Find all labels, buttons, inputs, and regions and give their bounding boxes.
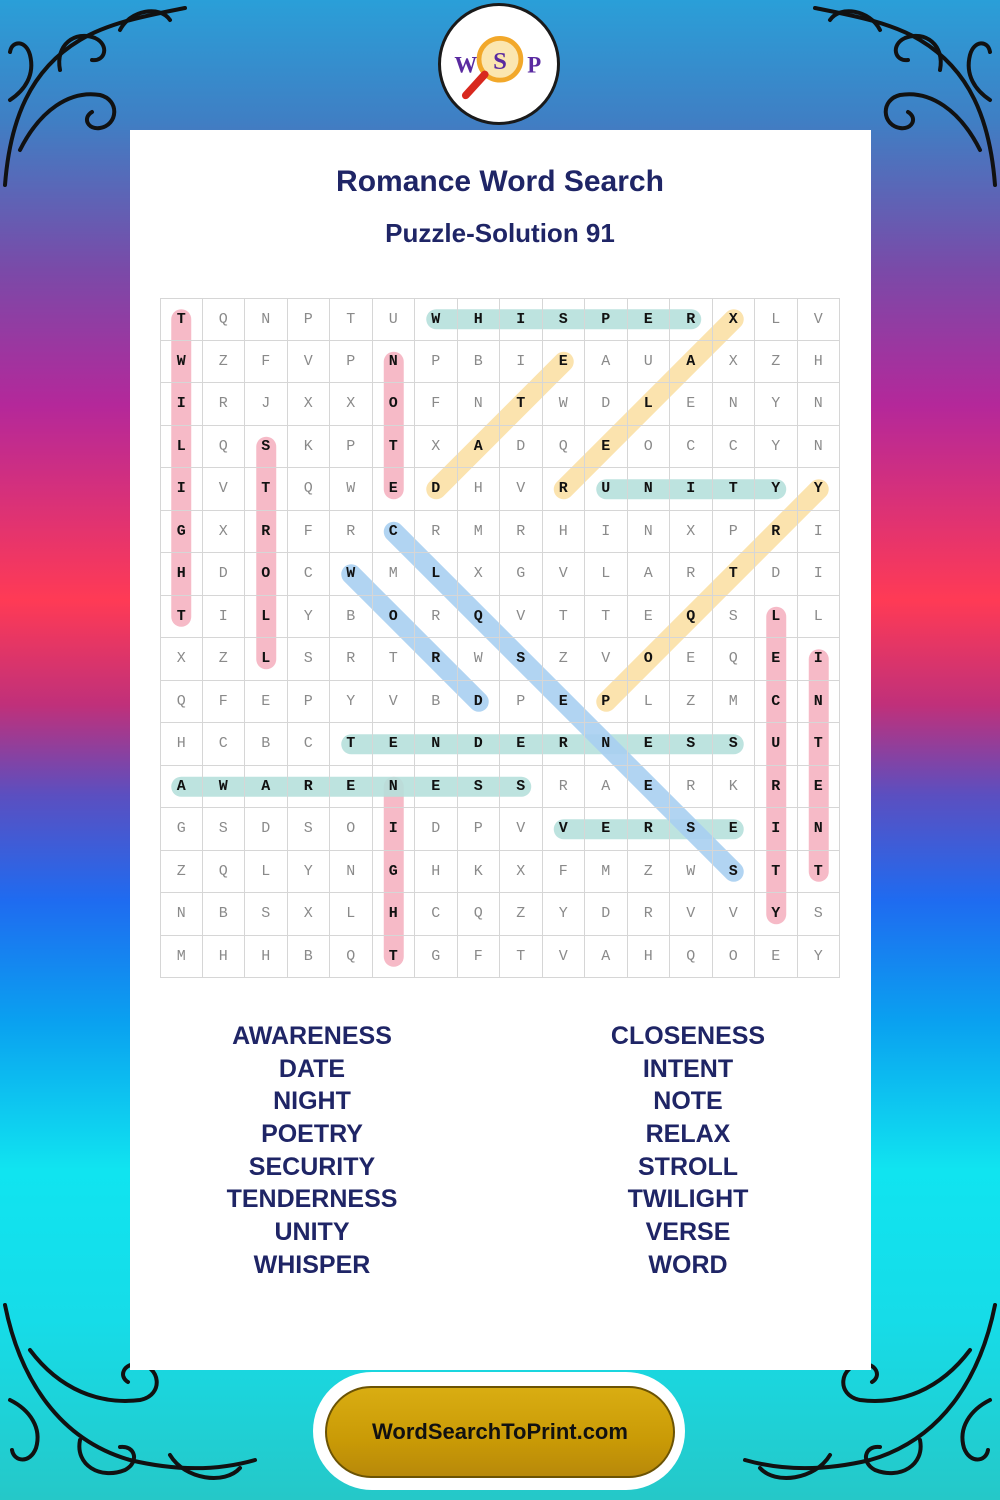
grid-cell[interactable]: L	[628, 383, 671, 426]
grid-cell[interactable]: A	[585, 936, 628, 979]
grid-cell[interactable]: V	[798, 298, 841, 341]
grid-cell[interactable]: V	[585, 638, 628, 681]
grid-cell[interactable]: B	[458, 341, 501, 384]
word-list-item: AWARENESS	[232, 1022, 392, 1050]
grid-cell[interactable]: I	[500, 341, 543, 384]
grid-cell[interactable]: A	[628, 553, 671, 596]
magnifier-icon	[441, 6, 557, 122]
grid-cell[interactable]: J	[245, 383, 288, 426]
grid-cell[interactable]: H	[628, 936, 671, 979]
grid-cell[interactable]: V	[373, 681, 416, 724]
grid-cell[interactable]: Y	[288, 851, 331, 894]
grid-cell[interactable]: L	[245, 596, 288, 639]
grid-cell[interactable]: Y	[755, 893, 798, 936]
grid-cell[interactable]: N	[330, 851, 373, 894]
grid-cell[interactable]: W	[330, 468, 373, 511]
word-search-grid	[160, 298, 840, 978]
grid-cell[interactable]: V	[203, 468, 246, 511]
grid-cell[interactable]: P	[585, 298, 628, 341]
grid-cell[interactable]: F	[245, 341, 288, 384]
grid-cell[interactable]: G	[160, 808, 203, 851]
grid-cell[interactable]: W	[670, 851, 713, 894]
grid-cell[interactable]: E	[628, 596, 671, 639]
grid-cell[interactable]: M	[585, 851, 628, 894]
grid-cell[interactable]: D	[458, 723, 501, 766]
grid-cell[interactable]: X	[713, 298, 756, 341]
grid-cell[interactable]: I	[585, 511, 628, 554]
grid-cell[interactable]: L	[755, 596, 798, 639]
grid-cell[interactable]: V	[500, 468, 543, 511]
grid-cell[interactable]: S	[713, 851, 756, 894]
grid-cell[interactable]: E	[798, 766, 841, 809]
grid-cell[interactable]: S	[713, 723, 756, 766]
grid-cell[interactable]: D	[585, 383, 628, 426]
grid-cell[interactable]: O	[245, 553, 288, 596]
grid-cell[interactable]: N	[798, 808, 841, 851]
grid-cell[interactable]: Q	[330, 936, 373, 979]
grid-cell[interactable]: S	[543, 298, 586, 341]
word-list-item: TENDERNESS	[226, 1185, 398, 1214]
grid-cell[interactable]: X	[160, 638, 203, 681]
grid-cell[interactable]: P	[288, 298, 331, 341]
grid-cell[interactable]: D	[585, 893, 628, 936]
grid-cell[interactable]: Z	[500, 893, 543, 936]
grid-cell[interactable]: Q	[203, 298, 246, 341]
grid-cell[interactable]: H	[245, 936, 288, 979]
grid-cell[interactable]: R	[543, 723, 586, 766]
grid-cell[interactable]: O	[373, 383, 416, 426]
page-title: Romance Word Search	[336, 165, 664, 198]
grid-cell[interactable]: O	[713, 936, 756, 979]
grid-cell[interactable]: Q	[670, 936, 713, 979]
grid-cell[interactable]: L	[585, 553, 628, 596]
grid-cell[interactable]: V	[543, 936, 586, 979]
grid-cell[interactable]: X	[330, 383, 373, 426]
grid-cell[interactable]: C	[373, 511, 416, 554]
grid-cell[interactable]: T	[755, 851, 798, 894]
site-link-button[interactable]: WordSearchToPrint.com	[325, 1386, 675, 1478]
grid-cell[interactable]: E	[713, 808, 756, 851]
grid-cell[interactable]: W	[203, 766, 246, 809]
grid-cell[interactable]: T	[245, 468, 288, 511]
grid-cell[interactable]: R	[670, 298, 713, 341]
grid-cell[interactable]: X	[713, 341, 756, 384]
grid-cell[interactable]: W	[330, 553, 373, 596]
grid-cell[interactable]: O	[330, 808, 373, 851]
grid-cell[interactable]: Q	[203, 426, 246, 469]
grid-cell[interactable]: B	[415, 681, 458, 724]
word-list-item: NIGHT	[273, 1087, 351, 1116]
grid-cell[interactable]: R	[755, 511, 798, 554]
grid-cell[interactable]: U	[755, 723, 798, 766]
grid-cell[interactable]: T	[330, 723, 373, 766]
grid-cell[interactable]: Y	[543, 893, 586, 936]
grid-cell[interactable]: S	[288, 638, 331, 681]
word-list-right	[538, 1020, 838, 1282]
grid-cell[interactable]: Y	[330, 681, 373, 724]
grid-cell[interactable]: N	[798, 426, 841, 469]
grid-cell[interactable]: A	[245, 766, 288, 809]
grid-cell[interactable]: S	[713, 596, 756, 639]
grid-cell[interactable]: D	[203, 553, 246, 596]
grid-cell[interactable]: I	[755, 808, 798, 851]
grid-cell[interactable]: Y	[755, 383, 798, 426]
grid-cell[interactable]: A	[585, 341, 628, 384]
grid-cell[interactable]: Q	[543, 426, 586, 469]
grid-cell[interactable]: T	[798, 723, 841, 766]
grid-cell[interactable]: T	[373, 936, 416, 979]
grid-cell[interactable]: Z	[160, 851, 203, 894]
grid-cell[interactable]: H	[160, 553, 203, 596]
grid-cell[interactable]: I	[798, 638, 841, 681]
grid-cell[interactable]: V	[500, 596, 543, 639]
grid-cell[interactable]: O	[628, 638, 671, 681]
grid-cell[interactable]: R	[755, 766, 798, 809]
logo-letter-p: P	[527, 52, 542, 78]
grid-cell[interactable]: I	[203, 596, 246, 639]
grid-cell[interactable]: P	[585, 681, 628, 724]
grid-cell[interactable]: N	[798, 681, 841, 724]
word-list-item: TWILIGHT	[627, 1185, 749, 1214]
grid-cell[interactable]: E	[670, 638, 713, 681]
grid-cell[interactable]: E	[543, 341, 586, 384]
grid-cell[interactable]: X	[288, 383, 331, 426]
grid-cell[interactable]: E	[670, 383, 713, 426]
grid-cell[interactable]: C	[670, 426, 713, 469]
grid-cell[interactable]: N	[245, 298, 288, 341]
grid-cell[interactable]: W	[415, 298, 458, 341]
grid-cell[interactable]: L	[755, 298, 798, 341]
grid-cell[interactable]: E	[628, 298, 671, 341]
grid-cell[interactable]: V	[543, 808, 586, 851]
logo-letter-w: W	[454, 52, 478, 78]
grid-cell[interactable]: M	[160, 936, 203, 979]
grid-cell[interactable]: N	[373, 341, 416, 384]
grid-cell[interactable]: R	[330, 638, 373, 681]
grid-cell[interactable]: T	[330, 298, 373, 341]
grid-cell[interactable]: A	[670, 341, 713, 384]
grid-cell[interactable]: O	[373, 596, 416, 639]
grid-cell[interactable]: F	[458, 936, 501, 979]
grid-cell[interactable]: B	[288, 936, 331, 979]
grid-cell[interactable]: Z	[203, 341, 246, 384]
grid-cell[interactable]: V	[670, 893, 713, 936]
wsp-logo	[438, 3, 560, 125]
grid-cell[interactable]: T	[543, 596, 586, 639]
grid-cell[interactable]: E	[628, 723, 671, 766]
word-list-item: RELAX	[645, 1120, 731, 1149]
grid-cell[interactable]: A	[458, 426, 501, 469]
grid-cell[interactable]: Q	[713, 638, 756, 681]
grid-cell[interactable]: E	[373, 468, 416, 511]
grid-cell[interactable]: S	[670, 723, 713, 766]
grid-cell[interactable]: D	[415, 808, 458, 851]
grid-cell[interactable]: R	[670, 766, 713, 809]
grid-cell[interactable]: C	[203, 723, 246, 766]
grid-cell[interactable]: H	[373, 893, 416, 936]
word-list-item: WORD	[648, 1250, 728, 1279]
grid-cell[interactable]: R	[500, 511, 543, 554]
grid-cell[interactable]: I	[373, 808, 416, 851]
grid-cell[interactable]: W	[543, 383, 586, 426]
grid-cell[interactable]: Z	[670, 681, 713, 724]
grid-cell[interactable]: N	[458, 383, 501, 426]
grid-cell[interactable]: F	[203, 681, 246, 724]
grid-cell[interactable]: I	[160, 383, 203, 426]
grid-cell[interactable]: Q	[458, 596, 501, 639]
grid-cell[interactable]: E	[373, 723, 416, 766]
grid-cell[interactable]: H	[458, 468, 501, 511]
grid-cell[interactable]: R	[415, 596, 458, 639]
grid-cell[interactable]: R	[415, 511, 458, 554]
grid-cell[interactable]: C	[288, 553, 331, 596]
grid-cell[interactable]: L	[160, 426, 203, 469]
grid-cell[interactable]: H	[160, 723, 203, 766]
grid-cell[interactable]: R	[543, 468, 586, 511]
grid-cell[interactable]: I	[500, 298, 543, 341]
page-subtitle: Puzzle-Solution 91	[385, 218, 615, 248]
grid-cell[interactable]: L	[628, 681, 671, 724]
grid-cell[interactable]: S	[458, 766, 501, 809]
grid-cell[interactable]: Z	[628, 851, 671, 894]
grid-cell[interactable]: C	[288, 723, 331, 766]
grid-cell[interactable]: R	[203, 383, 246, 426]
word-list-item: POETRY	[261, 1120, 363, 1149]
grid-cell[interactable]: M	[373, 553, 416, 596]
grid-cell[interactable]: I	[798, 553, 841, 596]
grid-cell[interactable]: H	[543, 511, 586, 554]
grid-cell[interactable]: N	[415, 723, 458, 766]
grid-cell[interactable]: X	[415, 426, 458, 469]
grid-cell[interactable]: D	[415, 468, 458, 511]
grid-cell[interactable]: F	[288, 511, 331, 554]
grid-cell[interactable]: L	[330, 893, 373, 936]
word-list-item: SECURITY	[248, 1152, 376, 1181]
grid-cell[interactable]: G	[373, 851, 416, 894]
grid-cell[interactable]: E	[585, 426, 628, 469]
grid-cell[interactable]: X	[670, 511, 713, 554]
grid-cell[interactable]: T	[713, 468, 756, 511]
grid-cell[interactable]: H	[458, 298, 501, 341]
grid-cell[interactable]: R	[628, 808, 671, 851]
grid-cell[interactable]: S	[500, 766, 543, 809]
grid-cell[interactable]: E	[415, 766, 458, 809]
grid-cell[interactable]: Y	[798, 468, 841, 511]
word-list-item: WHISPER	[253, 1250, 371, 1279]
grid-cell[interactable]: I	[670, 468, 713, 511]
grid-cell[interactable]: Z	[755, 341, 798, 384]
grid-cell[interactable]: P	[288, 681, 331, 724]
grid-cell[interactable]: X	[500, 851, 543, 894]
grid-cell[interactable]: M	[458, 511, 501, 554]
grid-cell[interactable]: T	[585, 596, 628, 639]
grid-cell[interactable]: N	[160, 893, 203, 936]
grid-cell[interactable]: L	[415, 553, 458, 596]
grid-cell[interactable]: T	[798, 851, 841, 894]
grid-cell[interactable]: T	[160, 596, 203, 639]
word-list-item: CLOSENESS	[610, 1022, 766, 1050]
grid-cell[interactable]: Q	[288, 468, 331, 511]
grid-cell[interactable]: G	[500, 553, 543, 596]
grid-cell[interactable]: U	[628, 341, 671, 384]
grid-cell[interactable]: T	[373, 426, 416, 469]
grid-cell[interactable]: N	[798, 383, 841, 426]
grid-cell[interactable]: T	[373, 638, 416, 681]
grid-cell[interactable]: G	[160, 511, 203, 554]
grid-cell[interactable]: C	[415, 893, 458, 936]
grid-cell[interactable]: R	[415, 638, 458, 681]
grid-cell[interactable]: V	[500, 808, 543, 851]
grid-cell[interactable]: W	[458, 638, 501, 681]
grid-cell[interactable]: K	[288, 426, 331, 469]
grid-cell[interactable]: B	[203, 893, 246, 936]
grid-cell[interactable]: D	[500, 426, 543, 469]
word-list-item: INTENT	[642, 1054, 734, 1083]
grid-cell[interactable]: H	[203, 936, 246, 979]
grid-cell[interactable]: L	[798, 596, 841, 639]
grid-cell[interactable]: F	[415, 383, 458, 426]
grid-cell[interactable]: L	[245, 638, 288, 681]
grid-cell[interactable]: R	[628, 893, 671, 936]
grid-cell[interactable]: W	[160, 341, 203, 384]
grid-cell[interactable]: E	[755, 936, 798, 979]
grid-cell[interactable]: Q	[670, 596, 713, 639]
grid-cell[interactable]: P	[500, 681, 543, 724]
grid-cell[interactable]: N	[628, 511, 671, 554]
grid-cell[interactable]: T	[713, 553, 756, 596]
word-list-left	[162, 1020, 462, 1282]
grid-cell[interactable]: Q	[458, 893, 501, 936]
word-list-item: DATE	[278, 1054, 346, 1083]
grid-cell[interactable]: D	[458, 681, 501, 724]
grid-cell[interactable]: I	[798, 511, 841, 554]
grid-cell[interactable]: V	[543, 553, 586, 596]
grid-cell[interactable]: E	[543, 681, 586, 724]
grid-cell[interactable]: B	[330, 596, 373, 639]
grid-cell[interactable]: Y	[288, 596, 331, 639]
grid-cell[interactable]: H	[798, 341, 841, 384]
grid-cell[interactable]: N	[585, 723, 628, 766]
grid-cell[interactable]: S	[203, 808, 246, 851]
grid-cell[interactable]: U	[585, 468, 628, 511]
grid-cell[interactable]: S	[245, 426, 288, 469]
grid-cell[interactable]: A	[160, 766, 203, 809]
grid-cell[interactable]: T	[500, 936, 543, 979]
grid-cell[interactable]: S	[245, 893, 288, 936]
word-list-item: STROLL	[638, 1152, 738, 1181]
grid-cell[interactable]: A	[585, 766, 628, 809]
grid-cell[interactable]: S	[670, 808, 713, 851]
word-list-item: VERSE	[645, 1218, 731, 1247]
grid-cell[interactable]: U	[373, 298, 416, 341]
grid-cell[interactable]: R	[330, 511, 373, 554]
grid-cell[interactable]: N	[628, 468, 671, 511]
grid-cell[interactable]: V	[713, 893, 756, 936]
grid-cell[interactable]: K	[458, 851, 501, 894]
grid-cell[interactable]: D	[755, 553, 798, 596]
grid-cell[interactable]: Y	[755, 426, 798, 469]
grid-cell[interactable]: Y	[755, 468, 798, 511]
grid-cell[interactable]: L	[245, 851, 288, 894]
grid-cell[interactable]: T	[160, 298, 203, 341]
grid-cell[interactable]: M	[713, 681, 756, 724]
grid-cell[interactable]: R	[670, 553, 713, 596]
grid-cell[interactable]: Y	[798, 936, 841, 979]
grid-cell[interactable]: C	[755, 681, 798, 724]
grid-cell[interactable]: S	[798, 893, 841, 936]
grid-cell[interactable]: E	[330, 766, 373, 809]
grid-cell[interactable]: E	[628, 766, 671, 809]
grid-cell[interactable]: S	[500, 638, 543, 681]
grid-cell[interactable]: R	[245, 511, 288, 554]
grid-cell[interactable]: N	[373, 766, 416, 809]
grid-cell[interactable]: Q	[203, 851, 246, 894]
grid-cell[interactable]: B	[245, 723, 288, 766]
logo-letter-s: S	[493, 47, 507, 75]
grid-cell[interactable]: Z	[203, 638, 246, 681]
grid-cell[interactable]: R	[288, 766, 331, 809]
grid-cell[interactable]: E	[500, 723, 543, 766]
grid-cell[interactable]: S	[288, 808, 331, 851]
grid-cell[interactable]: Q	[160, 681, 203, 724]
grid-cell[interactable]: H	[415, 851, 458, 894]
grid-cell[interactable]: P	[458, 808, 501, 851]
grid-cell[interactable]: X	[288, 893, 331, 936]
grid-cell[interactable]: K	[713, 766, 756, 809]
grid-cell[interactable]: D	[245, 808, 288, 851]
grid-cell[interactable]: C	[713, 426, 756, 469]
grid-cell[interactable]: N	[713, 383, 756, 426]
grid-cell[interactable]: P	[330, 341, 373, 384]
grid-cell[interactable]: P	[713, 511, 756, 554]
grid-cell[interactable]: Z	[543, 638, 586, 681]
grid-cell[interactable]: O	[628, 426, 671, 469]
grid-cell[interactable]: I	[160, 468, 203, 511]
word-list-item: NOTE	[653, 1087, 723, 1116]
word-list-item: UNITY	[274, 1218, 350, 1247]
grid-cell[interactable]: V	[288, 341, 331, 384]
grid-cell[interactable]: X	[458, 553, 501, 596]
grid-cell[interactable]: E	[245, 681, 288, 724]
grid-cell[interactable]: G	[415, 936, 458, 979]
grid-cell[interactable]: T	[500, 383, 543, 426]
grid-cell[interactable]: X	[203, 511, 246, 554]
grid-cell[interactable]: P	[330, 426, 373, 469]
grid-cell[interactable]: E	[585, 808, 628, 851]
grid-cell[interactable]: R	[543, 766, 586, 809]
grid-cell[interactable]: E	[755, 638, 798, 681]
grid-cell[interactable]: F	[543, 851, 586, 894]
grid-cell[interactable]: P	[415, 341, 458, 384]
